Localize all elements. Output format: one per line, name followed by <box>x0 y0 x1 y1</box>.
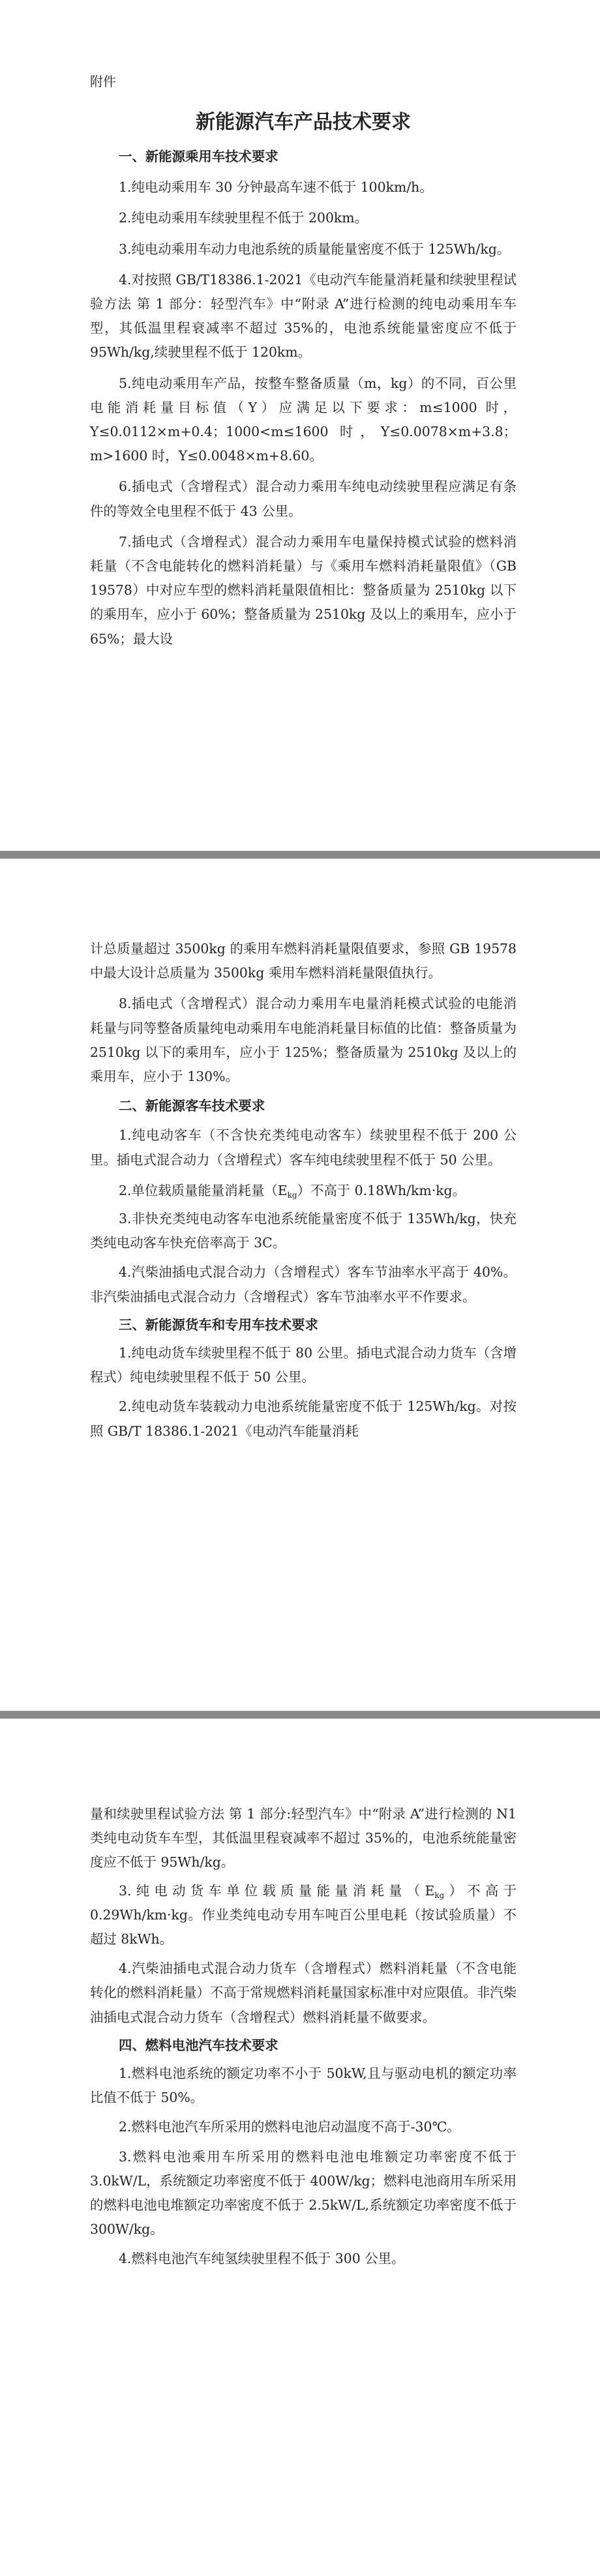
s1-paragraph-1: 1.纯电动乘用车 30 分钟最高车速不低于 100km/h。 <box>119 179 433 196</box>
s4-paragraph-4: 4.燃料电池汽车纯氢续驶里程不低于 300 公里。 <box>119 2251 405 2267</box>
s1-paragraph-7-continued: 计总质量超过 3500kg 的乘用车燃料消耗量限值要求，参照 GB 19578 中最大设计总质量为 3500kg 乘用车燃料消耗量限值执行。 <box>90 941 517 981</box>
s2-p2-text-a: 2.单位载质量能量消耗量（E <box>119 1182 288 1198</box>
s3-paragraph-4: 4.汽柴油插电式混合动力货车（含增程式）燃料消耗量（不含电能转化的燃料消耗量）不高于常规燃料消耗量国家标准中对应限值。非汽柴油插电式混合动力货车（含增程式）燃料消耗量不做要求。 <box>90 1961 517 2025</box>
s3-p3-text-b: ）不高于 0.29Wh/km·kg。作业类纯电动专用车吨百公里电耗（按试验质量）不超过 8kWh。 <box>90 1882 517 1947</box>
section-3-heading: 三、新能源货车和专用车技术要求 <box>119 1316 318 1333</box>
s4-paragraph-3: 3.燃料电池乘用车所采用的燃料电池电堆额定功率密度不低于 3.0kW/L，系统额定功率密度不低于 400W/kg；燃料电池商用车所采用的燃料电池电堆额定功率密度不低于 2.5kW/L,系统额定功率密度不低于 300W/kg。 <box>90 2148 517 2238</box>
s2-p2-text-b: ）不高于 0.18Wh/km·kg。 <box>297 1182 466 1198</box>
s1-paragraph-4: 4.对按照 GB/T18386.1-2021《电动汽车能量消耗量和续驶里程试验方法 第 1 部分：轻型汽车》中“附录 A”进行检测的纯电动乘用车车型，其低温里程衰减率不超过 35%的，电池系统能量密度应不低于 95Wh/kg,续驶里程不低于 120km。 <box>90 271 517 361</box>
page-1-content <box>90 72 517 651</box>
s4-paragraph-1: 1.燃料电池系统的额定功率不小于 50kW,且与驱动电机的额定功率比值不低于 50%。 <box>90 2065 517 2106</box>
s3-paragraph-2-continued: 量和续驶里程试验方法 第 1 部分:轻型汽车》中“附录 A”进行检测的 N1 类纯电动货车车型，其低温里程衰减率不超过 35%的，电池系统能量密度应不低于 95Wh/kg。 <box>90 1806 517 1871</box>
page-3-content <box>90 1802 517 2272</box>
page-separator-1 <box>0 851 600 859</box>
s3-paragraph-1: 1.纯电动货车续驶里程不低于 80 公里。插电式混合动力货车（含增程式）纯电续驶里程不低于 50 公里。 <box>90 1345 517 1385</box>
s1-paragraph-3: 3.纯电动乘用车动力电池系统的质量能量密度不低于 125Wh/kg。 <box>119 241 511 257</box>
section-2-heading: 二、新能源客车技术要求 <box>119 1098 265 1114</box>
s1-paragraph-2: 2.纯电动乘用车续驶里程不低于 200km。 <box>119 210 368 226</box>
s2-paragraph-2 <box>90 1179 517 1203</box>
s2-p2-subscript: kg <box>287 1190 297 1200</box>
page-2 <box>0 859 600 1711</box>
s1-paragraph-8: 8.插电式（含增程式）混合动力乘用车电量消耗模式试验的电能消耗量与同等整备质量纯电动乘用车电能消耗量目标值的比值：整备质量为 2510kg 以下的乘用车，应小于 125%；整备质量为 2510kg 及以上的乘用车，应小于 130%。 <box>90 996 517 1085</box>
s3-paragraph-3 <box>90 1879 517 1952</box>
page-1 <box>0 0 600 851</box>
page-separator-2 <box>0 1711 600 1719</box>
section-4-heading: 四、燃料电池汽车技术要求 <box>119 2037 278 2053</box>
s1-paragraph-7: 7.插电式（含增程式）混合动力乘用车电量保持模式试验的燃料消耗量（不含电能转化的燃料消耗量）与《乘用车燃料消耗量限值》（GB 19578）中对应车型的燃料消耗量限值相比：整备质量为 2510kg 以下的乘用车，应小于 60%；整备质量为 2510kg 及以上的乘用车，应小于 65%；最大设 <box>90 533 517 647</box>
s3-p3-subscript: kg <box>434 1890 445 1900</box>
section-1-heading: 一、新能源乘用车技术要求 <box>119 149 278 164</box>
document-title: 新能源汽车产品技术要求 <box>196 111 411 134</box>
s2-paragraph-1: 1.纯电动客车（不含快充类纯电动客车）续驶里程不低于 200 公里。插电式混合动力（含增程式）客车纯电续驶里程不低于 50 公里。 <box>90 1127 517 1168</box>
s2-paragraph-4: 4.汽柴油插电式混合动力（含增程式）客车节油率水平高于 40%。非汽柴油插电式混合动力（含增程式）客车节油率水平不作要求。 <box>90 1264 517 1305</box>
s1-paragraph-6: 6.插电式（含增程式）混合动力乘用车纯电动续驶里程应满足有条件的等效全电里程不低于 43 公里。 <box>90 479 517 519</box>
s1-paragraph-5: 5.纯电动乘用车产品，按整车整备质量（m，kg）的不同，百公里电能消耗量目标值（Y）应满足以下要求：m≤1000 时，Y≤0.0112×m+0.4；1000<m≤1600 时，Y≤0.0078×m+3.8；m>1600 时，Y≤0.0048×m+8.60。 <box>90 375 517 464</box>
s3-paragraph-2: 2.纯电动货车装载动力电池系统能量密度不低于 125Wh/kg。对按照 GB/T 18386.1-2021《电动汽车能量消耗 <box>90 1399 517 1439</box>
page-2-content <box>90 937 517 1443</box>
annex-label: 附件 <box>90 74 116 89</box>
s2-paragraph-3: 3.非快充类纯电动客车电池系统能量密度不低于 135Wh/kg，快充类纯电动客车快充倍率高于 3C。 <box>90 1211 517 1251</box>
s3-p3-text-a: 3.纯电动货车单位载质量能量消耗量（E <box>119 1882 435 1899</box>
page-3 <box>0 1719 600 2576</box>
s4-paragraph-2: 2.燃料电池汽车所采用的燃料电池启动温度不高于-30℃。 <box>119 2119 460 2135</box>
